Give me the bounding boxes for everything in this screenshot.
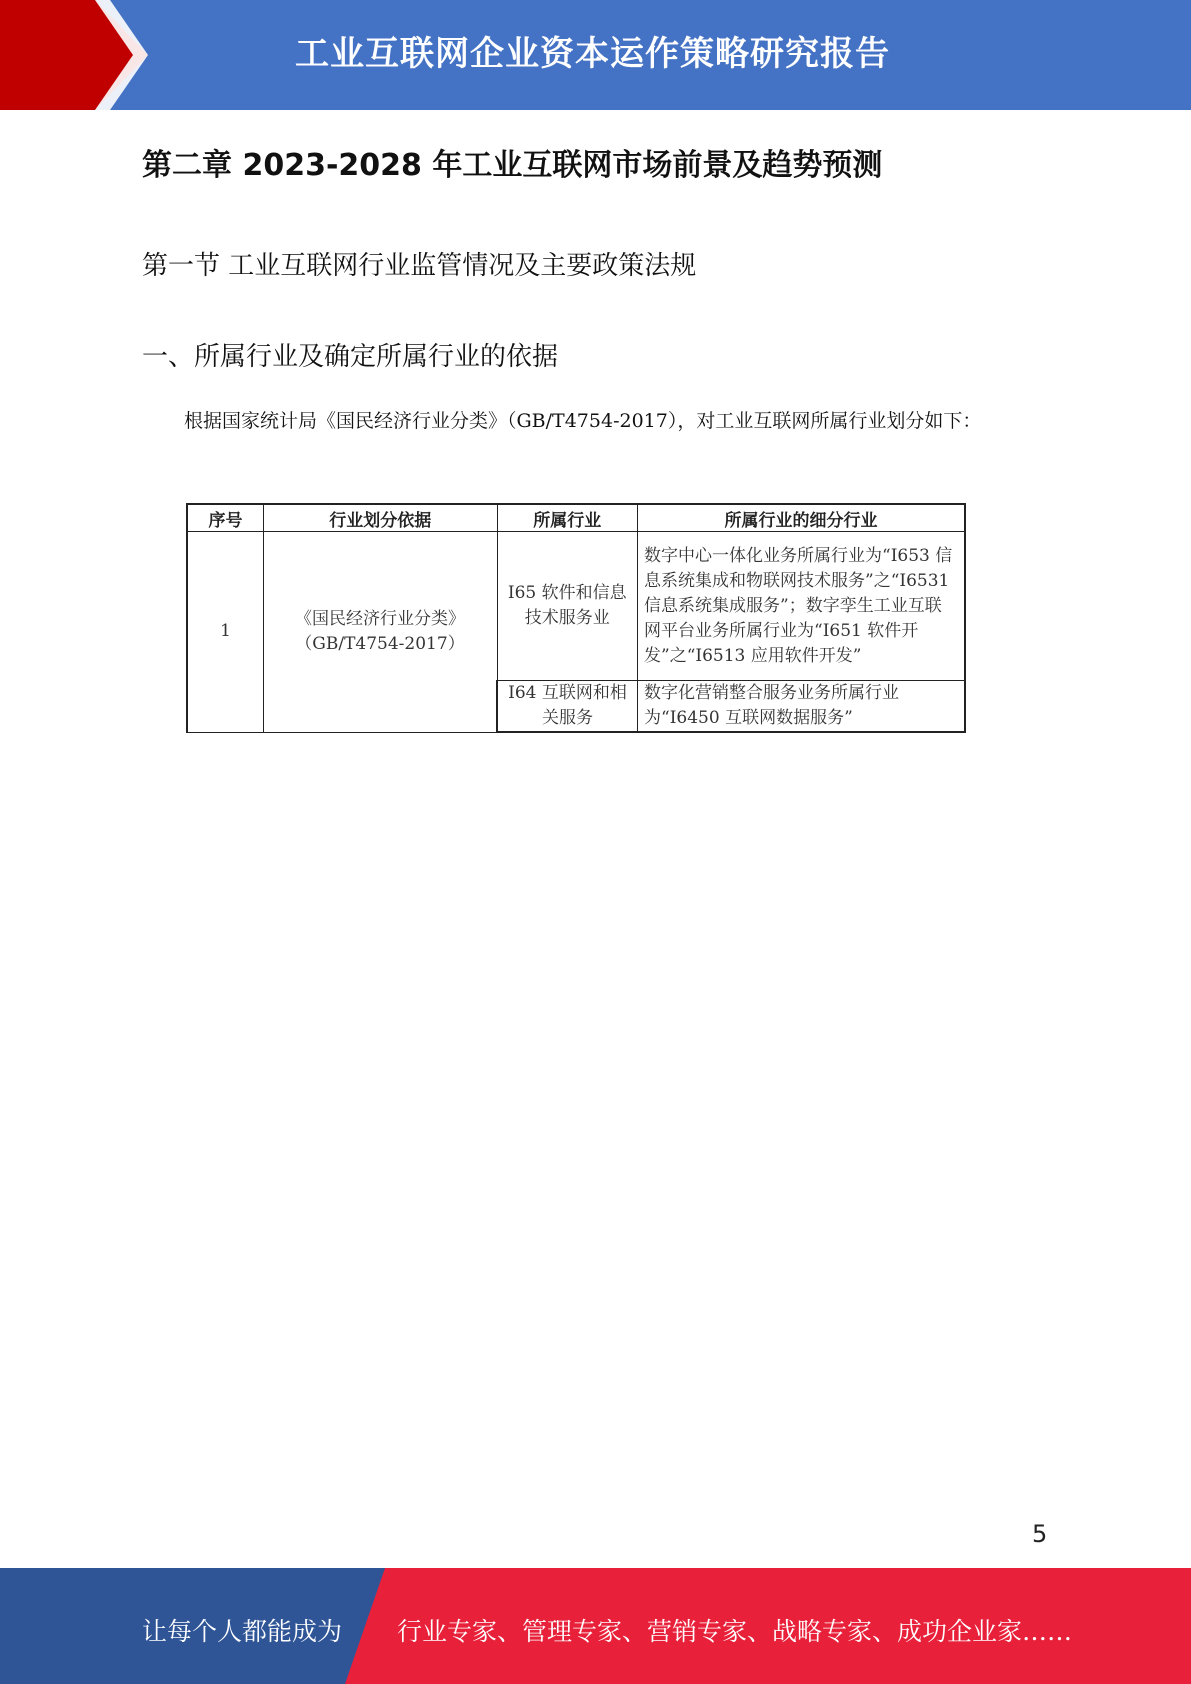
footer-slogan-left: 让每个人都能成为 <box>142 1617 343 1646</box>
chapter-title: 第二章 2023-2028 年工业互联网市场前景及趋势预测 <box>142 148 883 183</box>
column-header-sub-industry: 所属行业的细分行业 <box>638 504 966 532</box>
cell-industry: I65 软件和信息技术服务业 <box>497 532 638 681</box>
subsection-title: 一、所属行业及确定所属行业的依据 <box>142 342 559 372</box>
cell-sub-industry: 数字化营销整合服务业务所属行业为“I6450 互联网数据服务” <box>638 681 966 733</box>
table-header-row <box>187 504 965 532</box>
column-header-industry: 所属行业 <box>497 504 638 532</box>
cell-industry: I64 互联网和相关服务 <box>497 681 638 733</box>
footer-slogan-right: 行业专家、管理专家、营销专家、战略专家、成功企业家…… <box>397 1617 1073 1646</box>
body-paragraph: 根据国家统计局《国民经济行业分类》（GB/T4754-2017），对工业互联网所属行业划分如下： <box>184 410 982 432</box>
section-title: 第一节 工业互联网行业监管情况及主要政策法规 <box>142 251 697 281</box>
table-row <box>187 532 965 681</box>
column-header-basis: 行业划分依据 <box>264 504 498 532</box>
column-header-no: 序号 <box>187 504 264 532</box>
page-number: 5 <box>1032 1520 1048 1548</box>
footer-banner <box>0 1568 1191 1684</box>
cell-basis: 《国民经济行业分类》（GB/T4754-2017） <box>264 532 498 733</box>
report-title: 工业互联网企业资本运作策略研究报告 <box>295 34 890 74</box>
cell-sub-industry: 数字中心一体化业务所属行业为“I653 信息系统集成和物联网技术服务”之“I6531 信息系统集成服务”；数字孪生工业互联网平台业务所属行业为“I651 软件开发”之“I6513 应用软件开发” <box>638 532 966 681</box>
header-banner <box>0 0 1191 110</box>
cell-no: 1 <box>187 532 264 733</box>
industry-classification-table <box>186 503 966 733</box>
